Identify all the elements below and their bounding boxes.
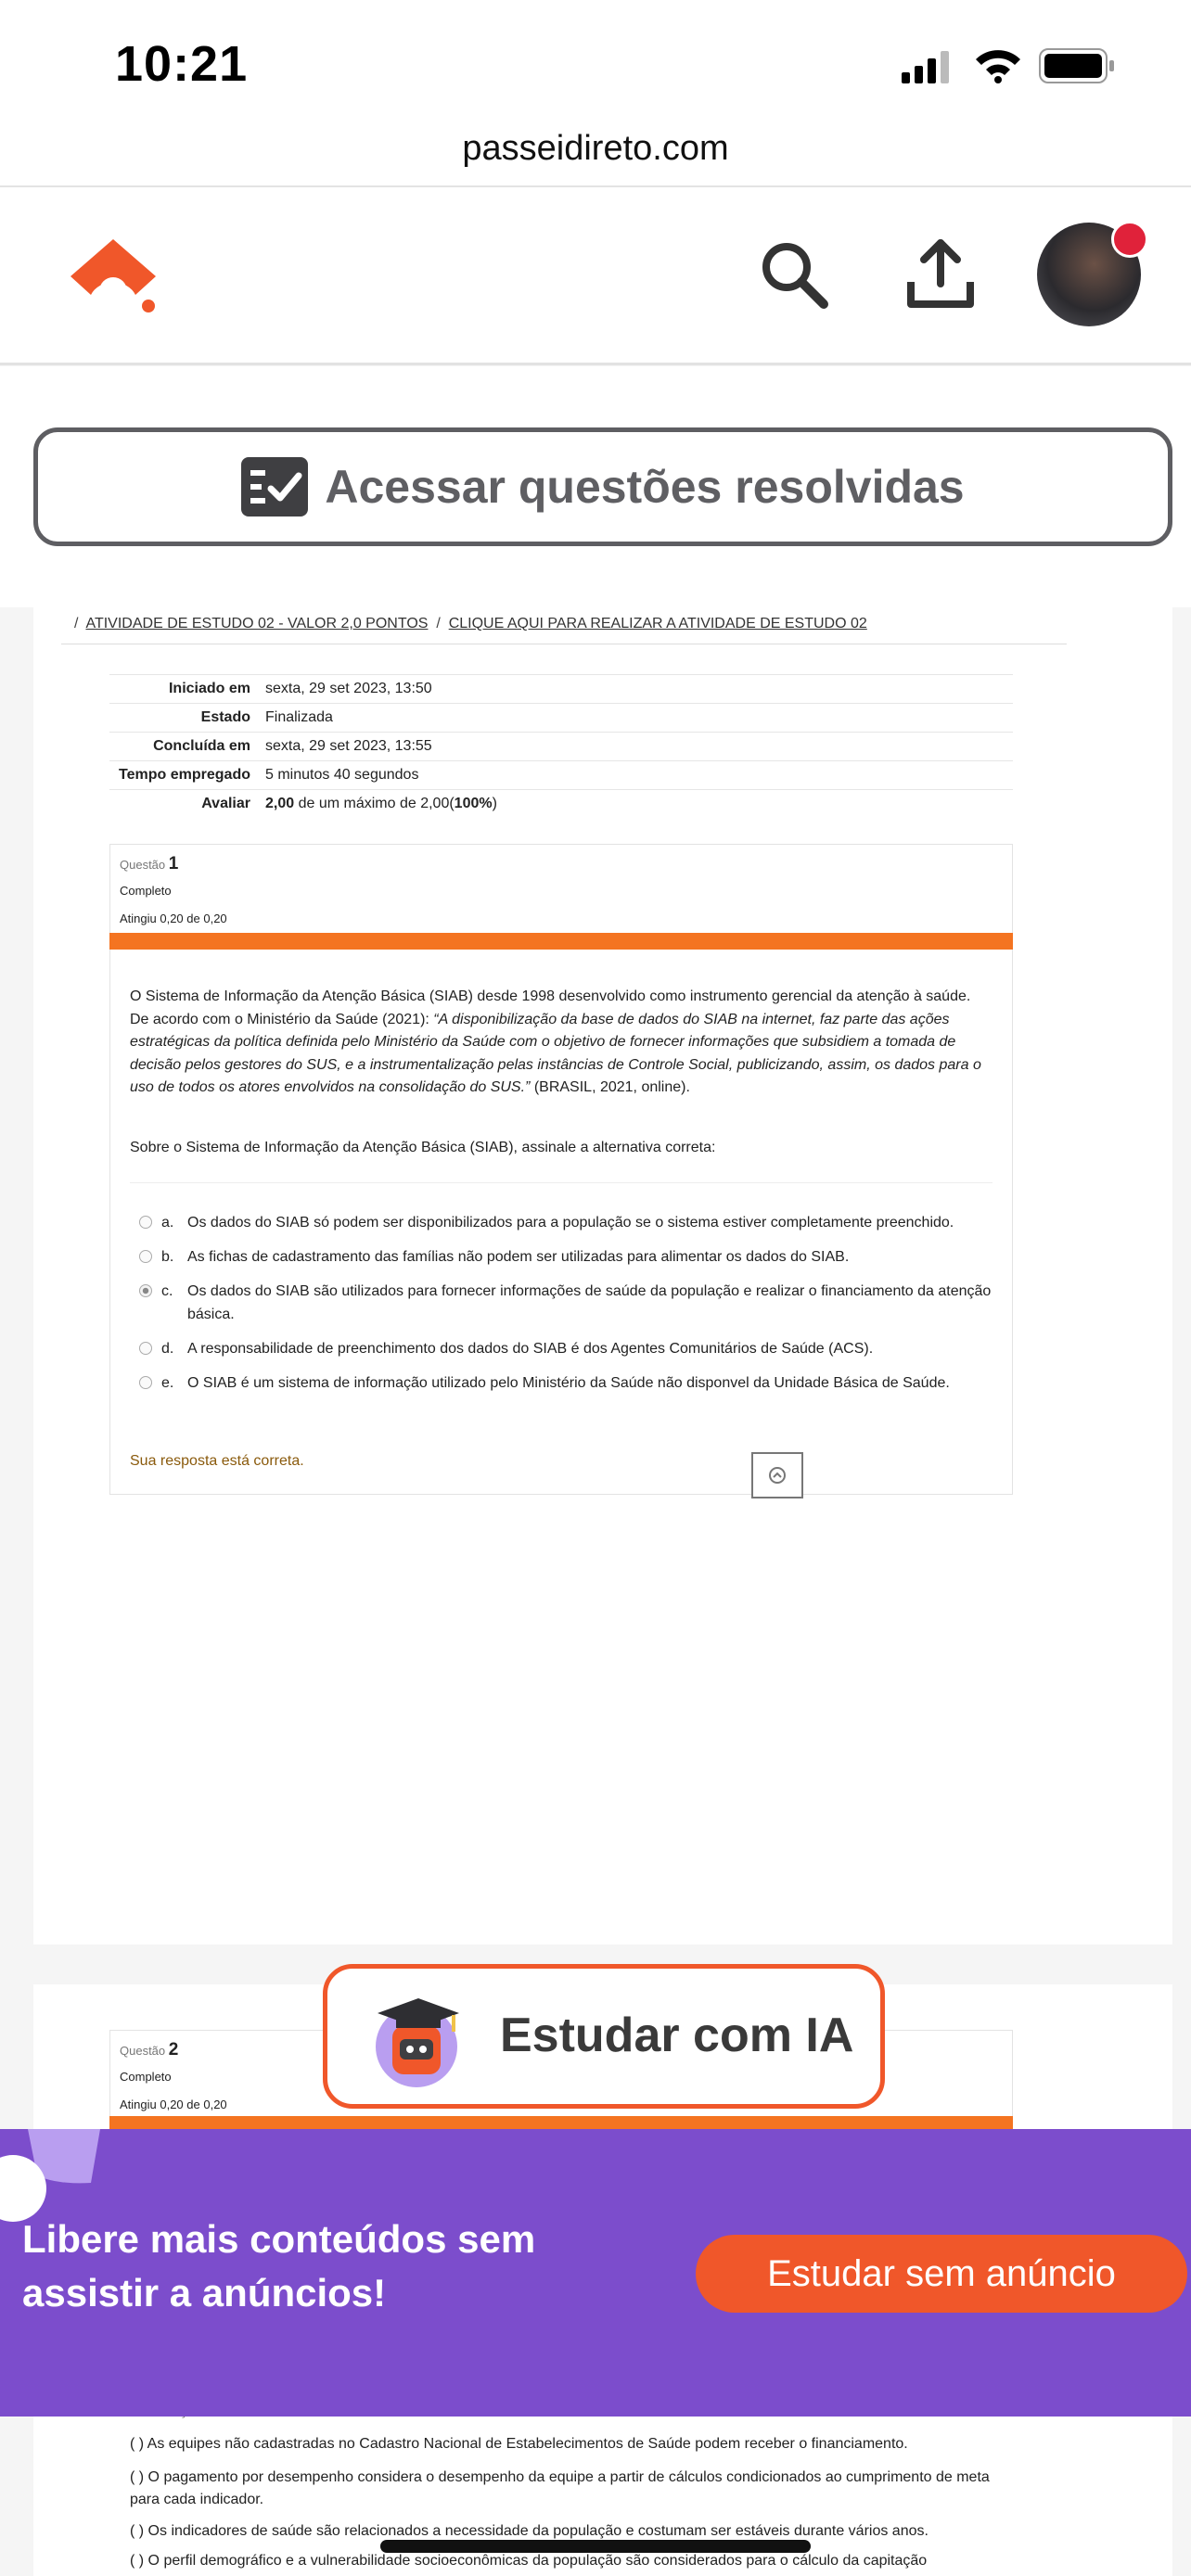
cta-section	[0, 366, 1191, 607]
robot-graduate-icon	[365, 1989, 476, 2091]
url-text: passeidireto.com	[462, 129, 729, 168]
status-bar	[0, 0, 1191, 121]
radio-button[interactable]	[139, 1376, 152, 1389]
summary-row	[109, 790, 1013, 819]
home-indicator[interactable]	[380, 2540, 811, 2553]
question-label: Questão	[120, 858, 166, 872]
promo-text: Libere mais conteúdos sem assistir a anúncios!	[22, 2217, 536, 2315]
statement-item: ( ) As equipes não cadastradas no Cadastro Nacional de Estabelecimentos de Saúde podem receber o financiamento.	[130, 2436, 908, 2452]
breadcrumb-item-activity[interactable]: ATIVIDADE DE ESTUDO 02 - VALOR 2,0 PONTOS	[85, 616, 429, 631]
question-text-quote: “A disponibilização da base de dados do SIAB na internet, faz parte das ações estratégicas da política definida pelo Ministério da Saúde com o objetivo de fornecer informações que subsidiem a tomada de decisão pelos gestores do SUS, e a instrumentalização pelas instâncias de Controle Social, publicizando, assim, os dados para o uso de todos os atores envolvidos na consolidação do SUS.”	[130, 1011, 981, 1095]
wifi-icon	[974, 46, 1022, 83]
answer-option-c[interactable]	[139, 1280, 992, 1326]
summary-label: Avaliar	[109, 790, 258, 819]
summary-label: Concluída em	[109, 733, 258, 761]
scroll-top-button[interactable]	[751, 1452, 803, 1498]
summary-label: Iniciado em	[109, 675, 258, 704]
answer-text: O SIAB é um sistema de informação utilizado pelo Ministério da Saúde não disponvel da Unidade Básica de Saúde.	[187, 1375, 950, 1391]
statement-item: ( ) O perfil demográfico e a vulnerabilidade socioeconômicas da população são considerados para o cálculo da capitação	[130, 2553, 928, 2569]
answer-option-b[interactable]	[139, 1245, 992, 1269]
answer-text: As fichas de cadastramento das famílias não podem ser utilizadas para alimentar os dados do SIAB.	[187, 1249, 850, 1265]
promo-banner	[0, 2129, 1191, 2417]
app-header	[0, 187, 1191, 365]
question-text-intro: O Sistema de Informação da Atenção Básica (SIAB) desde 1998 desenvolvido como instrumento gerencial da atenção à saúde. De acordo com o Ministério da Saúde (2021):	[130, 988, 971, 1027]
answer-text: Os dados do SIAB são utilizados para fornecer informações de saúde da população e realizar o financiamento da atenção básica.	[187, 1283, 992, 1322]
answer-letter: b.	[161, 1249, 174, 1265]
statement-item: ( ) Os indicadores de saúde são relacionados a necessidade da população e costumam ser estáveis durante vários anos.	[130, 2523, 928, 2539]
answer-text: Os dados do SIAB só podem ser disponibilizados para a população se o sistema estiver completamente preenchido.	[187, 1215, 954, 1231]
status-time: 10:21	[115, 36, 249, 92]
summary-value: sexta, 29 set 2023, 13:50	[258, 675, 1013, 704]
summary-label: Tempo empregado	[109, 761, 258, 790]
question-number	[120, 854, 178, 874]
feedback-text: Sua resposta está correta.	[130, 1453, 304, 1469]
question-status: Completo	[120, 2070, 172, 2084]
statement-item: ( ) O pagamento por desempenho considera o desempenho da equipe a partir de cálculos condicionados ao cumprimento de meta para cada indicador.	[130, 2469, 990, 2507]
address-bar[interactable]	[0, 121, 1191, 187]
answer-letter: a.	[161, 1215, 174, 1231]
question-label: Questão	[120, 2044, 166, 2058]
radio-button-selected[interactable]	[139, 1284, 152, 1297]
question-number	[120, 2040, 178, 2060]
radio-button[interactable]	[139, 1250, 152, 1263]
summary-value: sexta, 29 set 2023, 13:55	[258, 733, 1013, 761]
answer-letter: c.	[161, 1283, 173, 1299]
summary-row	[109, 675, 1013, 704]
question-number-value: 2	[168, 2040, 179, 2060]
question-number-value: 1	[168, 854, 179, 874]
divider	[130, 1182, 992, 1183]
summary-value: Finalizada	[258, 704, 1013, 733]
breadcrumb-separator: /	[436, 616, 441, 631]
answer-option-a[interactable]	[139, 1211, 992, 1234]
search-icon[interactable]	[759, 239, 829, 310]
breadcrumb-item-click-here[interactable]: CLIQUE AQUI PARA REALIZAR A ATIVIDADE DE ESTUDO 02	[448, 616, 867, 631]
grade-text: de um máximo de 2,00(	[294, 796, 455, 811]
breadcrumb-separator: /	[74, 616, 79, 631]
summary-value: 5 minutos 40 segundos	[258, 761, 1013, 790]
attempt-summary	[109, 674, 1013, 818]
cta-label: Acessar questões resolvidas	[325, 461, 965, 513]
answer-option-e[interactable]	[139, 1371, 992, 1395]
breadcrumb	[74, 616, 867, 632]
battery-icon	[1039, 48, 1117, 83]
grade-close: )	[492, 796, 497, 811]
question-text	[130, 986, 992, 1100]
answer-text: A responsabilidade de preenchimento dos dados do SIAB é dos Agentes Comunitários de Saúde (ACS).	[187, 1341, 874, 1357]
chevron-up-icon	[768, 1466, 787, 1485]
question-info	[109, 844, 1013, 940]
radio-button[interactable]	[139, 1216, 152, 1229]
question-prompt: Sobre o Sistema de Informação da Atenção Básica (SIAB), assinale a alternativa correta:	[130, 1140, 716, 1155]
summary-row	[109, 733, 1013, 761]
radio-button[interactable]	[139, 1342, 152, 1355]
answer-letter: e.	[161, 1375, 174, 1391]
study-with-ai-label: Estudar com IA	[500, 2009, 854, 2062]
study-without-ads-button[interactable]: Estudar sem anúncio	[696, 2235, 1187, 2313]
summary-label: Estado	[109, 704, 258, 733]
answer-option-d[interactable]	[139, 1337, 992, 1360]
question-bar	[109, 933, 1013, 950]
answer-letter: d.	[161, 1341, 174, 1357]
question-status: Completo	[120, 884, 172, 898]
notification-badge	[1111, 221, 1148, 258]
summary-value	[258, 790, 1013, 819]
question-points: Atingiu 0,20 de 0,20	[120, 912, 227, 925]
question-points: Atingiu 0,20 de 0,20	[120, 2098, 227, 2111]
study-with-ai-button[interactable]	[323, 1964, 885, 2109]
access-solved-questions-button[interactable]	[33, 427, 1172, 546]
summary-row	[109, 761, 1013, 790]
logo-icon[interactable]	[67, 237, 160, 315]
upload-icon[interactable]	[905, 237, 976, 312]
grade-score: 2,00	[265, 796, 295, 811]
checklist-icon	[241, 457, 308, 516]
question-text-citation: (BRASIL, 2021, online).	[530, 1079, 690, 1095]
summary-row	[109, 704, 1013, 733]
cellular-signal-icon	[902, 50, 954, 83]
grade-percent: 100%	[454, 796, 493, 811]
